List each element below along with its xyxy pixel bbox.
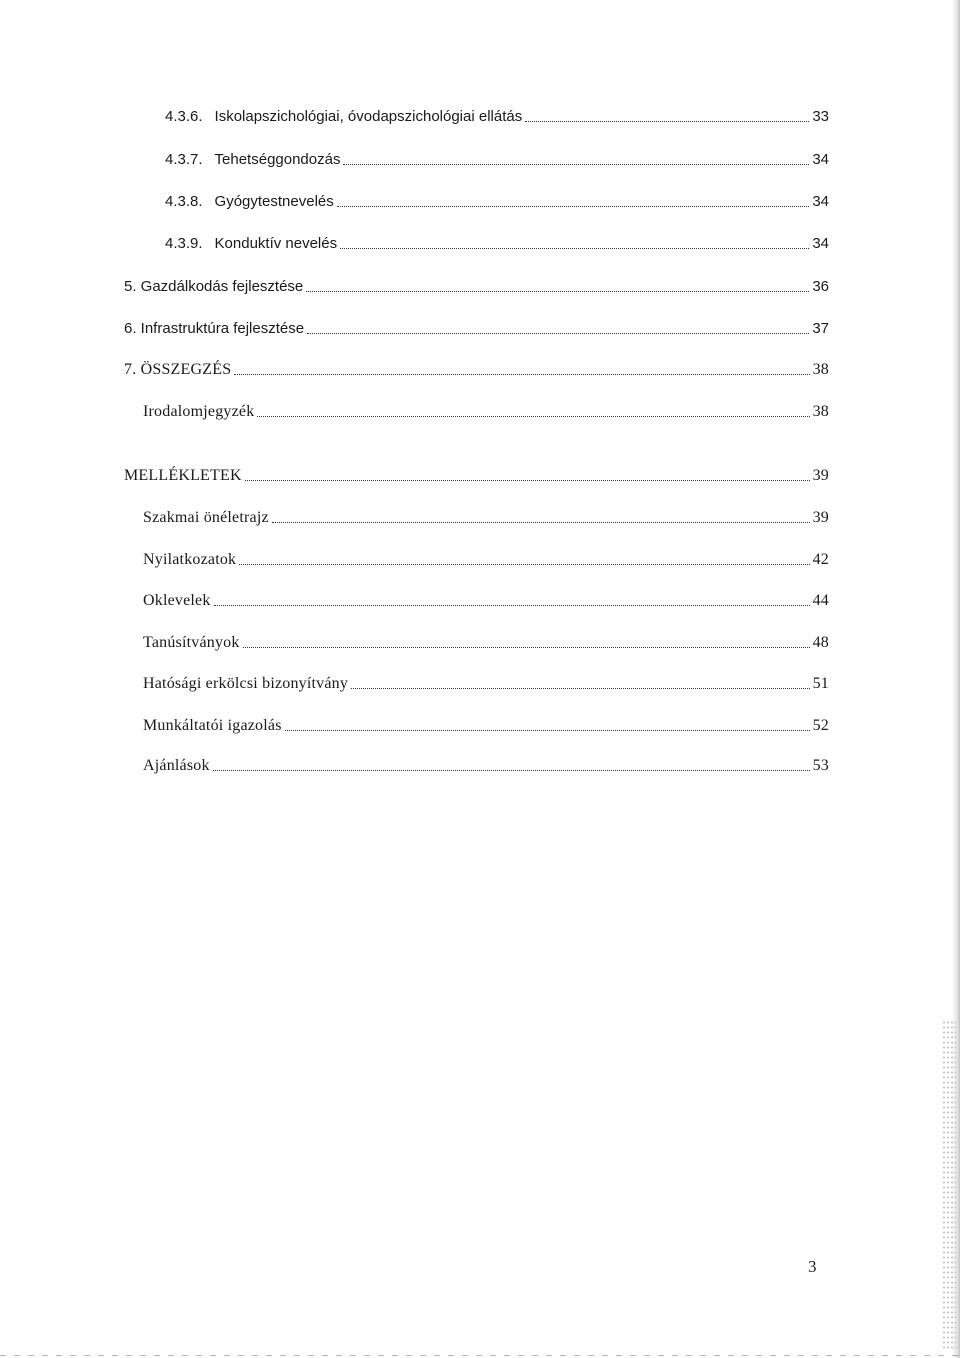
toc-entry (143, 403, 829, 421)
toc-entry-page: 44 (812, 592, 829, 609)
toc-entry (143, 509, 829, 527)
toc-entry-page: 51 (812, 675, 829, 692)
toc-entry (124, 361, 829, 379)
toc-entry-number: 4.3.9. (165, 235, 203, 252)
toc-entry-title: Nyilatkozatok (143, 551, 237, 568)
dot-leader (234, 374, 809, 375)
toc-entry (124, 320, 829, 338)
dot-leader (340, 248, 809, 249)
toc-entry (143, 634, 829, 652)
toc-entry-title: Munkáltatói igazolás (143, 717, 282, 734)
dot-leader (351, 688, 810, 689)
toc-entry-title: Ajánlások (143, 757, 210, 774)
toc-entry (143, 551, 829, 569)
toc-entry-title: Hatósági erkölcsi bizonyítvány (143, 675, 349, 692)
scan-noise (942, 1020, 956, 1350)
toc-entry (143, 592, 829, 610)
toc-entry-title: Konduktív nevelés (214, 235, 338, 252)
toc-entry-page: 53 (812, 757, 829, 774)
dot-leader (245, 480, 810, 481)
toc-entry (165, 108, 829, 126)
toc-entry-page: 34 (812, 193, 829, 210)
dot-leader (243, 647, 810, 648)
toc-entry-title: MELLÉKLETEK (124, 467, 242, 484)
toc-entry-title: 6. Infrastruktúra fejlesztése (124, 320, 305, 337)
dot-leader (239, 564, 809, 565)
toc-entry (165, 193, 829, 211)
toc-entry-title: Tehetséggondozás (214, 151, 341, 168)
toc-entry-title: Irodalomjegyzék (143, 403, 255, 420)
toc-entry-number: 4.3.8. (165, 193, 203, 210)
toc-entry-page: 38 (812, 403, 829, 420)
toc-entry-page: 42 (812, 551, 829, 568)
toc-entry-number: 4.3.7. (165, 151, 203, 168)
toc-entry-page: 39 (812, 509, 829, 526)
toc-entry (143, 717, 829, 735)
toc-entry-title: Szakmai önéletrajz (143, 509, 269, 526)
toc-entry-page: 39 (812, 467, 829, 484)
toc-entry-page: 34 (812, 235, 829, 252)
toc-entry-page: 48 (812, 634, 829, 651)
page-number: 3 (808, 1257, 817, 1276)
dot-leader (213, 770, 810, 771)
toc-entry-page: 34 (812, 151, 829, 168)
dot-leader (306, 291, 809, 292)
toc-entry-title: 7. ÖSSZEGZÉS (124, 361, 232, 378)
toc-entry-title: Gyógytestnevelés (214, 193, 334, 210)
toc-entry (124, 467, 829, 485)
dot-leader (272, 522, 810, 523)
toc-entry (165, 235, 829, 253)
toc-entry (165, 151, 829, 169)
dot-leader (525, 121, 809, 122)
toc-entry-number: 4.3.6. (165, 108, 203, 125)
toc-entry (143, 675, 829, 693)
toc-entry (143, 757, 829, 775)
dot-leader (307, 333, 809, 334)
toc-entry-page: 37 (812, 320, 829, 337)
toc-entry-page: 38 (812, 361, 829, 378)
dot-leader (343, 164, 809, 165)
toc-entry-title: 5. Gazdálkodás fejlesztése (124, 278, 304, 295)
dot-leader (337, 206, 810, 207)
toc-entry-page: 33 (812, 108, 829, 125)
scan-bottom-edge (0, 1355, 960, 1356)
toc-entry-page: 36 (812, 278, 829, 295)
toc-entry-title: Iskolapszichológiai, óvodapszichológiai ellátás (214, 108, 523, 125)
toc-entry (124, 278, 829, 296)
toc-entry-title: Tanúsítványok (143, 634, 240, 651)
toc-entry-page: 52 (812, 717, 829, 734)
dot-leader (257, 416, 809, 417)
dot-leader (285, 730, 810, 731)
dot-leader (214, 605, 810, 606)
toc-entry-title: Oklevelek (143, 592, 211, 609)
